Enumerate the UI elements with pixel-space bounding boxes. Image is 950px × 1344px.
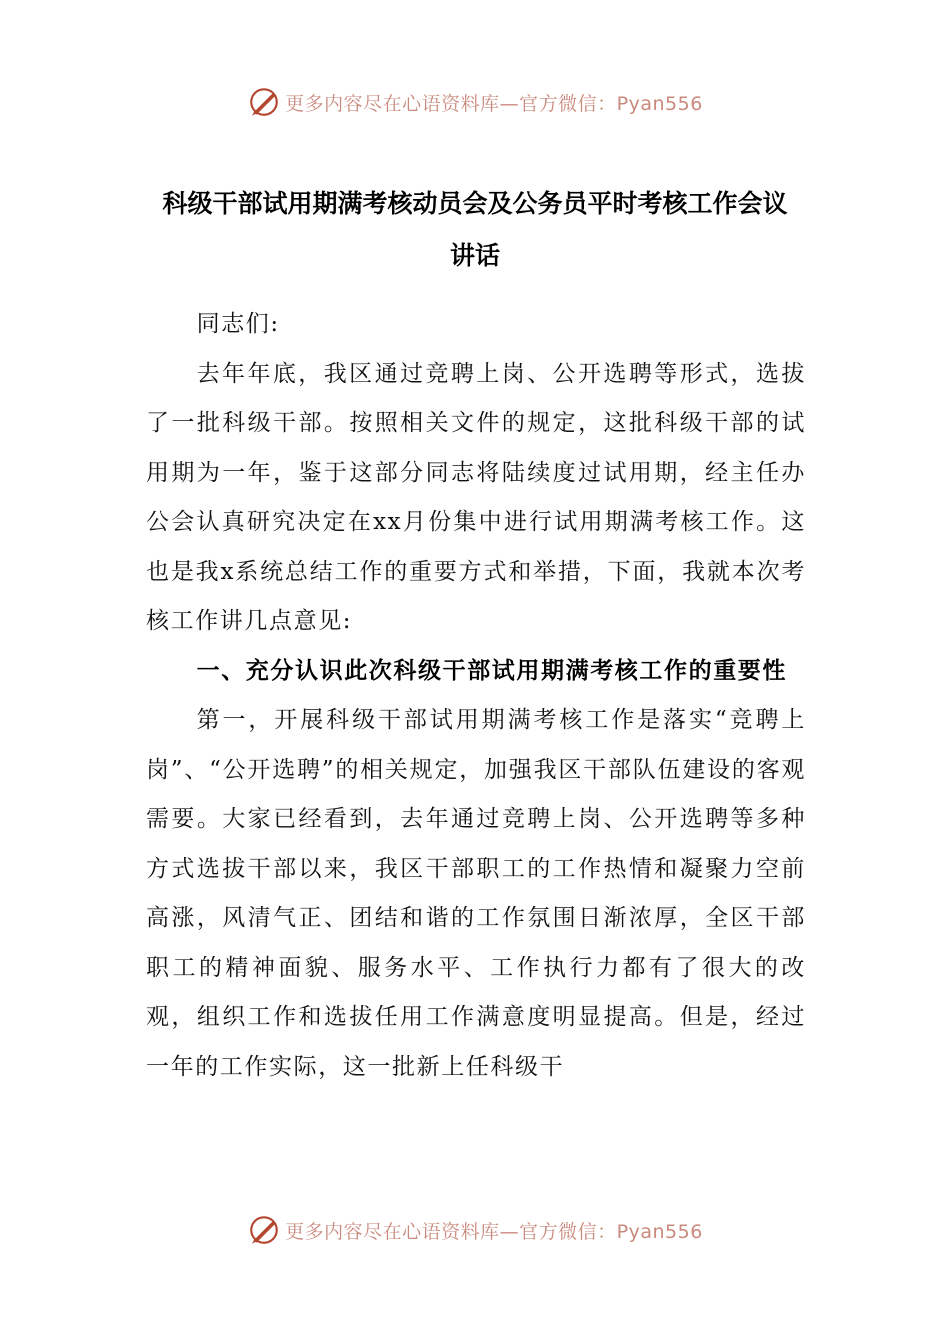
document-title bbox=[140, 178, 810, 282]
header-watermark-banner bbox=[0, 82, 950, 122]
title-line-2: 讲话 bbox=[449, 241, 500, 270]
footer-watermark-banner bbox=[0, 1210, 950, 1250]
wechat-id: Pyan556 bbox=[616, 92, 703, 115]
paragraph-first-point: 第一，开展科级干部试用期满考核工作是落实“竞聘上岗”、“公开选聘”的相关规定，加强我区干部队伍建设的客观需要。大家已经看到，去年通过竞聘上岗、公开选聘等多种方式选拔干部以来，我区干部职工的工作热情和凝聚力空前高涨，风清气正、团结和谐的工作氛围日渐浓厚，全区干部职工的精神面貌、服务水平、工作执行力都有了很大的改观，组织工作和选拔任用工作满意度明显提高。但是，经过一年的工作实际，这一批新上任科级干 bbox=[146, 707, 806, 1080]
paragraph-intro: 去年年底，我区通过竞聘上岗、公开选聘等形式，选拔了一批科级干部。按照相关文件的规定，这批科级干部的试用期为一年，鉴于这部分同志将陆续度过试用期，经主任办公会认真研究决定在xx月份集中进行试用期满考核工作。这也是我x系统总结工作的重要方式和举措，下面，我就本次考核工作讲几点意见: bbox=[146, 360, 806, 634]
pen-logo-icon bbox=[247, 1213, 281, 1247]
title-line-1: 科级干部试用期满考核动员会及公务员平时考核工作会议 bbox=[162, 189, 788, 218]
pen-logo-icon bbox=[247, 85, 281, 119]
section-heading-1: 一、充分认识此次科级干部试用期满考核工作的重要性 bbox=[196, 657, 787, 684]
watermark-text: 更多内容尽在心语资料库—官方微信：Pyan556 bbox=[285, 92, 703, 115]
watermark-text: 更多内容尽在心语资料库—官方微信：Pyan556 bbox=[285, 1220, 703, 1243]
document-body bbox=[146, 300, 806, 1092]
wechat-id: Pyan556 bbox=[616, 1220, 703, 1243]
salutation: 同志们: bbox=[196, 311, 280, 337]
